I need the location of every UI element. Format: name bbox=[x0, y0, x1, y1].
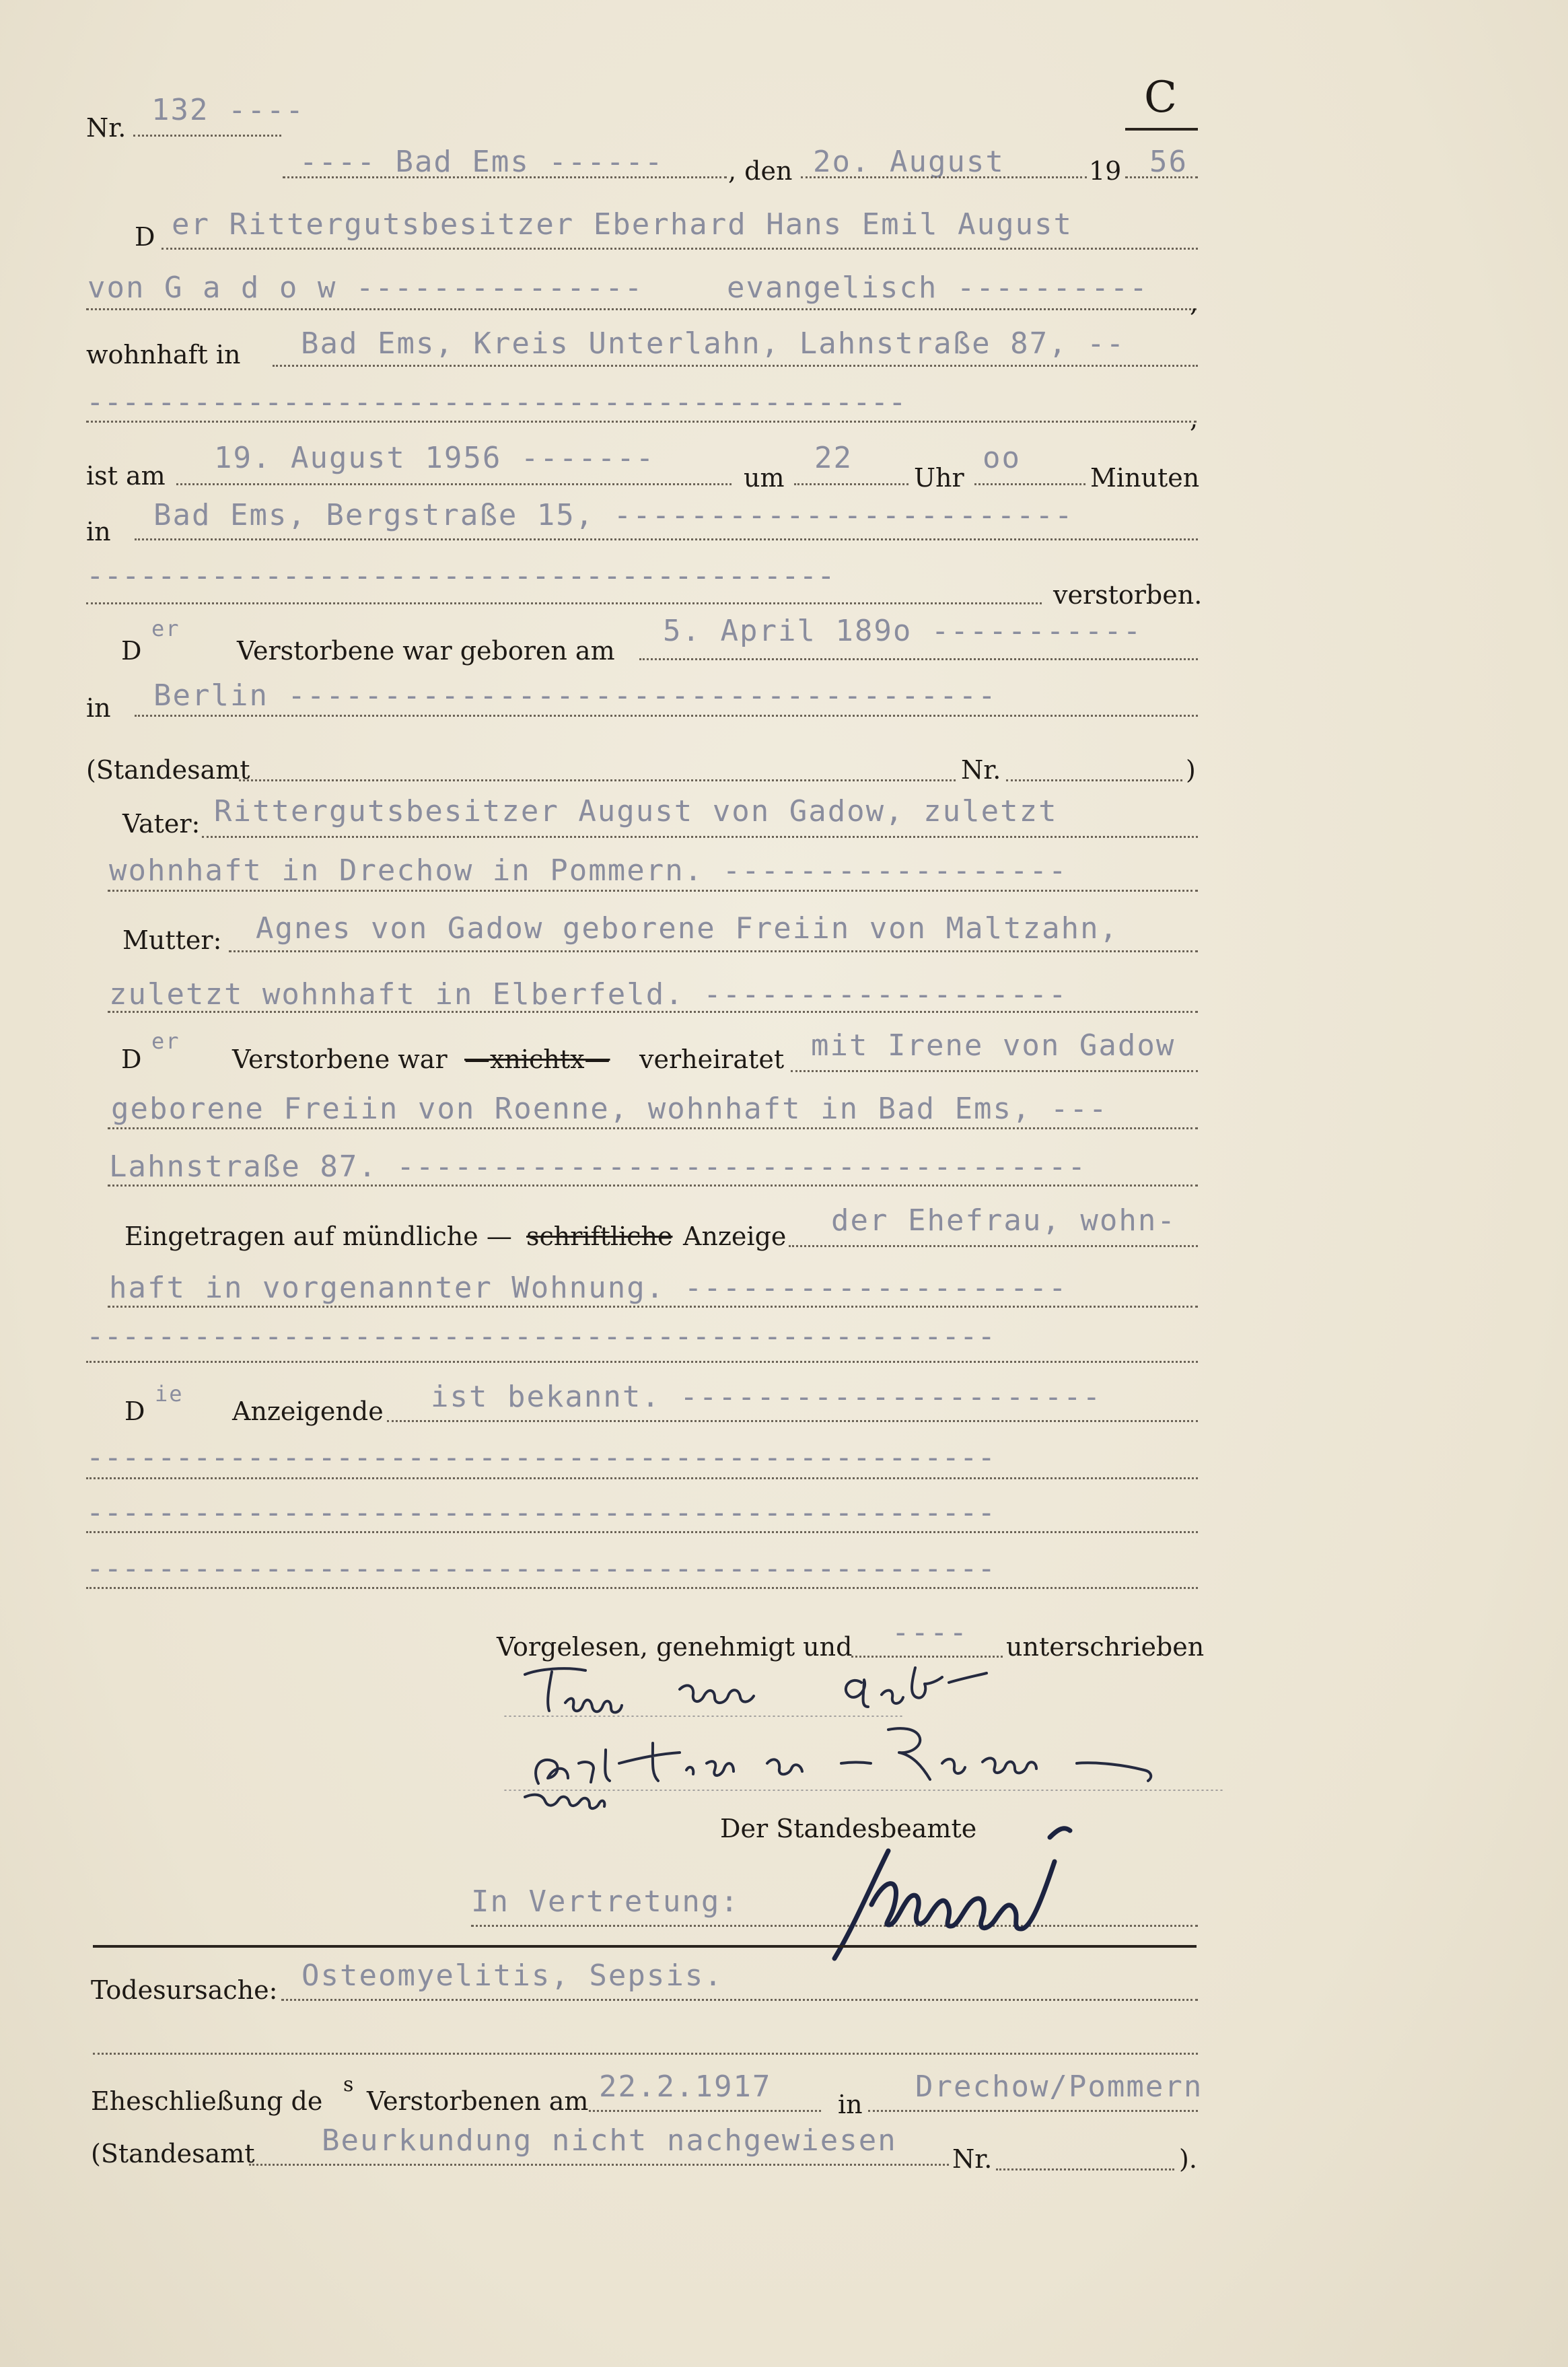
vorgelesen-label: Vorgelesen, genehmigt und bbox=[497, 1632, 853, 1662]
dotted-line bbox=[868, 2110, 1198, 2112]
register-number: 132 ---- bbox=[151, 93, 305, 127]
year-suffix: 56 bbox=[1149, 145, 1188, 179]
residence-continuation: ---------------------------------------------- bbox=[86, 385, 906, 419]
report-label-2: Anzeige bbox=[683, 1222, 787, 1251]
section-divider bbox=[93, 1945, 1197, 1948]
dotted-line bbox=[229, 950, 1198, 952]
in-label: in bbox=[86, 517, 111, 546]
den-label: , den bbox=[728, 156, 793, 186]
dotted-line bbox=[851, 1656, 1003, 1658]
dotted-line bbox=[93, 2053, 1198, 2055]
reporter-value: der Ehefrau, wohn- bbox=[831, 1203, 1176, 1238]
dotted-line bbox=[108, 1185, 1198, 1187]
dotted-line bbox=[791, 1070, 1198, 1072]
spouse-continuation-2: Lahnstraße 87. ------------------------------------ bbox=[109, 1150, 1088, 1184]
dotted-line bbox=[108, 1011, 1198, 1013]
verheiratet-label: verheiratet bbox=[639, 1045, 785, 1074]
istam-label: ist am bbox=[86, 461, 166, 491]
mother-value: Agnes von Gadow geborene Freiin von Maltzahn, bbox=[256, 911, 1119, 946]
dotted-line bbox=[86, 308, 1197, 310]
anzeigende-value: ist bekannt. ---------------------- bbox=[431, 1380, 1102, 1414]
birth-date-value: 5. April 189o ----------- bbox=[663, 614, 1143, 648]
comma: , bbox=[1190, 404, 1199, 433]
place-value: ---- Bad Ems ------ bbox=[299, 145, 664, 179]
birth-d-prefix: D bbox=[121, 636, 142, 666]
death-hour-value: 22 bbox=[814, 441, 853, 475]
dotted-line bbox=[86, 1361, 1198, 1363]
der-prefix: D bbox=[135, 222, 155, 252]
residence-value: Bad Ems, Kreis Unterlahn, Lahnstraße 87, -- bbox=[301, 326, 1126, 361]
unterschrieben-label: unterschrieben bbox=[1006, 1632, 1205, 1662]
dotted-line bbox=[801, 176, 1087, 178]
dotted-line bbox=[162, 248, 1198, 250]
date-value: 2o. August bbox=[813, 145, 1005, 179]
anz-d-prefix: D bbox=[124, 1397, 145, 1426]
in-vertretung: In Vertretung: bbox=[471, 1884, 740, 1919]
dotted-line bbox=[387, 1420, 1198, 1422]
father-continuation: wohnhaft in Drechow in Pommern. ------------------ bbox=[109, 853, 1068, 888]
dotted-line bbox=[283, 176, 727, 178]
spouse-continuation-1: geborene Freiin von Roenne, wohnhaft in Bad Ems, --- bbox=[111, 1092, 1108, 1126]
anz-ie-suffix: ie bbox=[155, 1381, 184, 1407]
blank-line-3: --------------------------------------------------- bbox=[86, 1551, 996, 1586]
report-label-1: Eingetragen auf mündliche — bbox=[124, 1222, 512, 1251]
dotted-line bbox=[86, 1477, 1198, 1479]
mutter-label: Mutter: bbox=[122, 925, 222, 955]
dotted-line bbox=[239, 779, 956, 781]
dotted-line bbox=[135, 538, 1198, 540]
anzeigende-label: Anzeigende bbox=[232, 1397, 384, 1426]
uhr-label: Uhr bbox=[914, 463, 964, 493]
verstorben-label: verstorben. bbox=[1053, 580, 1203, 610]
dotted-line bbox=[86, 602, 1042, 604]
cause-of-death-value: Osteomyelitis, Sepsis. bbox=[301, 1958, 723, 1993]
comma: , bbox=[1190, 288, 1199, 318]
blank-line-1: --------------------------------------------------- bbox=[86, 1440, 996, 1475]
marriage-label: Verstorbene war bbox=[232, 1045, 448, 1074]
birth-label: Verstorbene war geboren am bbox=[237, 636, 615, 666]
ehe-label-2: Verstorbenen am bbox=[367, 2086, 589, 2116]
father-value: Rittergutsbesitzer August von Gadow, zuletzt bbox=[214, 794, 1058, 828]
ehe-label-1: Eheschließung de bbox=[91, 2086, 323, 2116]
birth-close: ) bbox=[1186, 755, 1196, 785]
dotted-line bbox=[1006, 779, 1182, 781]
death-minute-value: oo bbox=[983, 441, 1021, 475]
birth-in-label: in bbox=[86, 693, 111, 723]
vater-label: Vater: bbox=[122, 809, 201, 839]
minuten-label: Minuten bbox=[1090, 463, 1200, 493]
dotted-line bbox=[794, 483, 908, 485]
footer-nr-label: Nr. bbox=[952, 2144, 993, 2174]
dotted-line bbox=[133, 135, 281, 137]
ehe-sup: s bbox=[343, 2073, 354, 2096]
dotted-line bbox=[108, 1306, 1198, 1308]
footer-close: ). bbox=[1179, 2144, 1197, 2174]
dotted-line bbox=[639, 658, 1198, 660]
dotted-line bbox=[273, 365, 1198, 367]
marriage-place-value: Drechow/Pommern bbox=[915, 2070, 1203, 2104]
dotted-line bbox=[86, 1587, 1198, 1589]
footer-standesamt-label: (Standesamt bbox=[91, 2139, 255, 2168]
dotted-line bbox=[589, 2110, 821, 2112]
marriage-er-suffix: er bbox=[151, 1028, 180, 1054]
footer-standesamt-value: Beurkundung nicht nachgewiesen bbox=[322, 2123, 897, 2158]
nicht-label: —xnichtx— bbox=[464, 1045, 610, 1074]
standesbeamte-label: Der Standesbeamte bbox=[720, 1814, 977, 1843]
dotted-line bbox=[86, 1531, 1198, 1533]
informant-signature bbox=[485, 1662, 1238, 1824]
death-date-value: 19. August 1956 ------- bbox=[214, 441, 655, 475]
dotted-line bbox=[974, 483, 1085, 485]
registrar-signature bbox=[808, 1810, 1131, 1972]
religion-value: evangelisch ---------- bbox=[727, 271, 1149, 305]
birth-standesamt-label: (Standesamt bbox=[86, 755, 250, 785]
reporter-continuation: haft in vorgenannter Wohnung. -------------------- bbox=[109, 1271, 1068, 1305]
spouse-value: mit Irene von Gadow bbox=[811, 1028, 1176, 1063]
dotted-line bbox=[135, 715, 1198, 717]
year-prefix: 19 bbox=[1089, 156, 1122, 186]
nr-label: Nr. bbox=[86, 113, 127, 143]
todesursache-label: Todesursache: bbox=[91, 1975, 278, 2005]
dotted-line bbox=[108, 1127, 1198, 1129]
dotted-line bbox=[249, 2164, 949, 2166]
birth-er-suffix: er bbox=[151, 616, 180, 641]
um-label: um bbox=[744, 463, 785, 493]
dotted-line bbox=[108, 890, 1198, 892]
deceased-name-line1: er Rittergutsbesitzer Eberhard Hans Emil August bbox=[172, 207, 1073, 242]
deceased-name-line2: von G a d o w --------------- bbox=[87, 271, 644, 305]
marriage-date-value: 22.2.1917 bbox=[599, 2070, 772, 2104]
register-code: C bbox=[1144, 73, 1177, 122]
birth-nr-label: Nr. bbox=[961, 755, 1001, 785]
blank-line-2: --------------------------------------------------- bbox=[86, 1495, 996, 1530]
dotted-line bbox=[86, 421, 1197, 423]
birth-place-value: Berlin ------------------------------------- bbox=[153, 678, 997, 713]
ehe-in-label: in bbox=[838, 2090, 863, 2119]
mother-continuation: zuletzt wohnhaft in Elberfeld. ------------------- bbox=[109, 977, 1068, 1012]
report-label-strike: schriftliche bbox=[526, 1222, 673, 1251]
vorgelesen-dash: ---- bbox=[892, 1615, 968, 1650]
code-underline bbox=[1125, 128, 1198, 131]
reporter-blank: --------------------------------------------------- bbox=[86, 1319, 996, 1353]
dotted-line bbox=[176, 483, 732, 485]
wohnhaft-label: wohnhaft in bbox=[86, 340, 241, 369]
dotted-line bbox=[1125, 176, 1198, 178]
dotted-line bbox=[202, 836, 1198, 838]
dotted-line bbox=[281, 1999, 1198, 2001]
marriage-d-prefix: D bbox=[121, 1045, 142, 1074]
death-place-continuation: ------------------------------------------ bbox=[86, 559, 835, 593]
dotted-line bbox=[996, 2168, 1174, 2170]
dotted-line bbox=[789, 1245, 1198, 1247]
death-place-value: Bad Ems, Bergstraße 15, ------------------------ bbox=[153, 498, 1074, 532]
